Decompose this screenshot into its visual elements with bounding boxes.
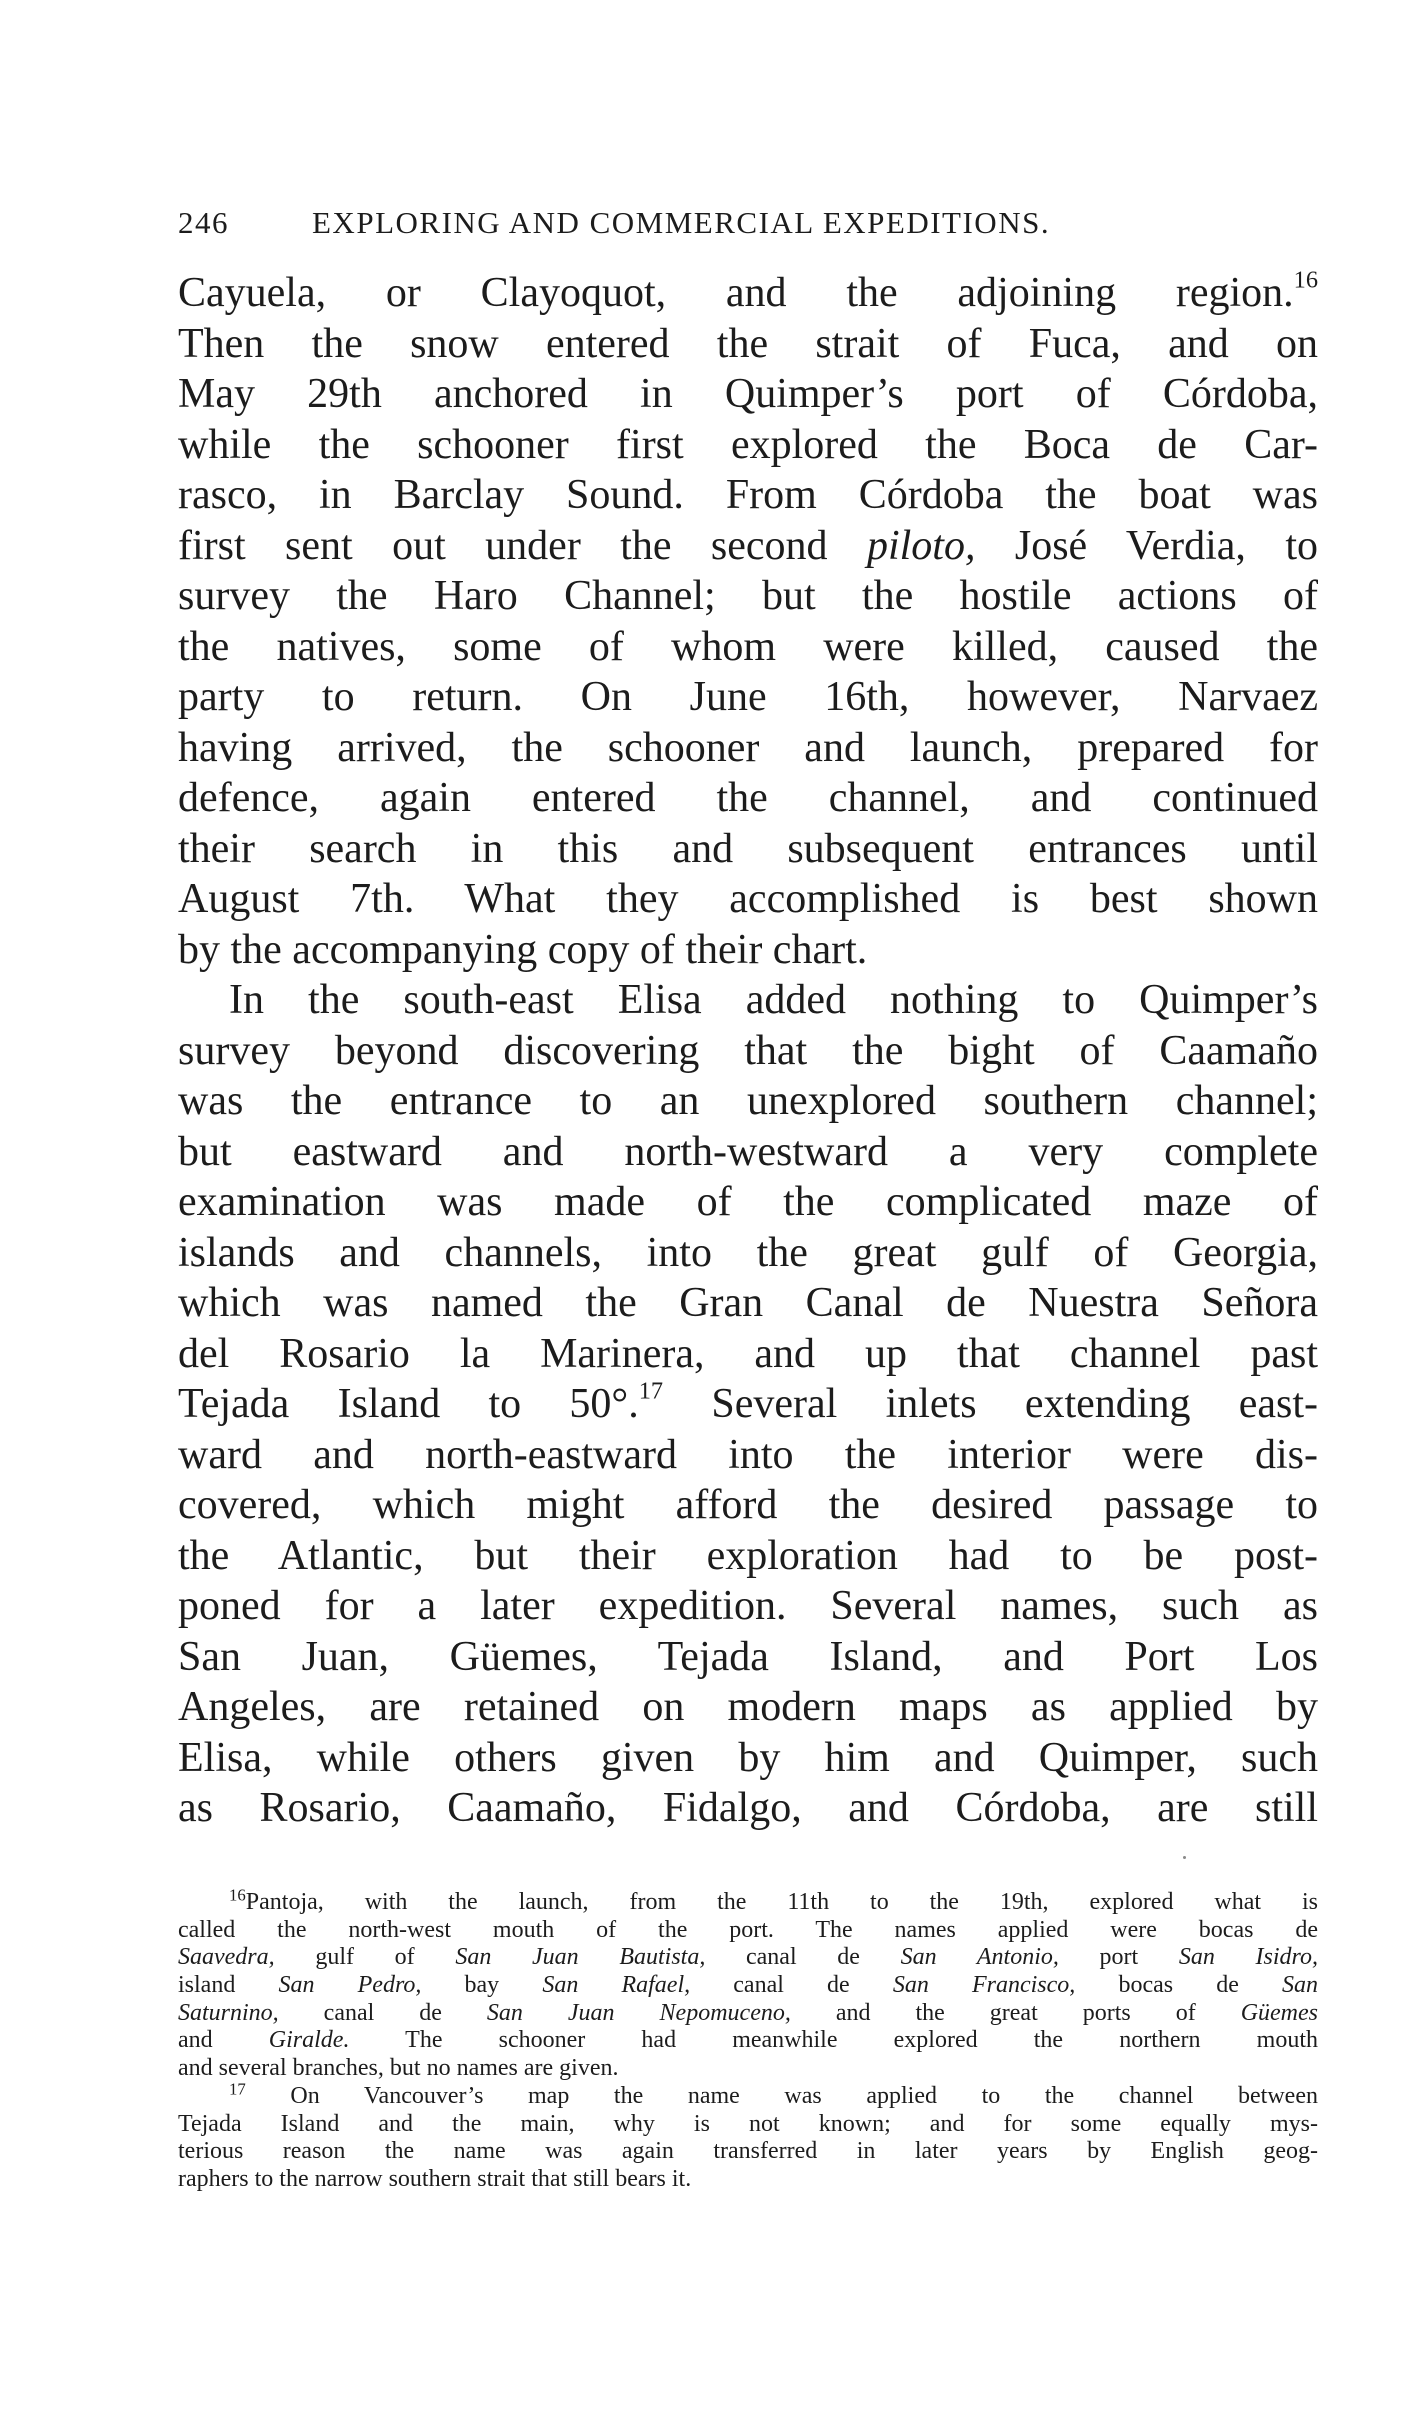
body-line [178,925,1318,976]
footnote-line [178,2079,1318,2111]
line-text: islands and channels, into the great gulf of Georgia, [178,1229,1318,1276]
body-line [178,369,1318,420]
footnote-text: On Vancouver’s map the name was applied to the channel between [245,2082,1318,2109]
line-text: the natives, some of whom were killed, caused the [178,623,1318,670]
line-text: poned for a later expedition. Several names, such as [178,1583,1318,1629]
body-text [178,268,1318,1834]
body-line [178,1076,1318,1127]
line-text: José Verdia, to [975,522,1319,569]
footnote-text: raphers to the narrow southern strait that still bears it. [178,2165,692,2192]
body-line [178,1329,1318,1380]
line-text: del Rosario la Marinera, and up that channel past [178,1330,1318,1377]
footnote-line [178,2000,1318,2028]
line-text: Then the snow entered the strait of Fuca, and on [178,320,1318,367]
running-head [178,203,1318,243]
body-line [178,672,1318,723]
footnote-text: bocas de [1075,1972,1283,1999]
footnote-ref: 17 [638,1377,664,1405]
footnote-line [178,1917,1318,1945]
body-line [178,1531,1318,1582]
body-line [178,319,1318,370]
line-text: as Rosario, Caamaño, Fidalgo, and Córdoba, are still [178,1785,1318,1831]
footnote-italic: Saavedra, [178,1944,275,1971]
footnote-line [178,1944,1318,1972]
line-text: the Atlantic, but their exploration had to be post- [178,1532,1318,1579]
line-text: Angeles, are retained on modern maps as applied by [178,1684,1318,1730]
footnote-text: canal de [278,1999,487,2026]
footnote-number: 16 [229,1885,246,1905]
footnote-italic: San [1282,1972,1319,1999]
body-line [178,723,1318,774]
footnote-text: terious reason the name was again transferred in later years by English geog- [178,2138,1318,2165]
footnote-text: canal de [705,1944,901,1971]
body-line [178,1632,1318,1683]
line-text: but eastward and north-westward a very complete [178,1128,1318,1175]
line-text: San Juan, Güemes, Tejada Island, and Port Los [178,1633,1318,1680]
line-text: defence, again entered the channel, and continued [178,775,1318,821]
body-line [178,1581,1318,1632]
footnote-number: 17 [229,2079,246,2099]
body-line [178,420,1318,471]
body-line [178,1783,1318,1834]
line-text: Elisa, while others given by him and Quimper, such [178,1734,1318,1781]
page-number: 246 [178,205,229,240]
footnote-line [178,2055,1318,2083]
body-line [178,773,1318,824]
body-line [178,1682,1318,1733]
line-text: covered, which might afford the desired passage to [178,1482,1318,1528]
footnote-line [178,2138,1318,2166]
body-line [178,470,1318,521]
footnote-italic: Giralde. [268,2027,350,2054]
body-line [178,1278,1318,1329]
body-line [178,622,1318,673]
footnote-text: island [178,1972,279,1999]
body-line [178,268,1318,319]
line-text: Tejada Island to 50°. [178,1381,639,1427]
footnote-italic: San Antonio, [900,1944,1059,1971]
line-text: while the schooner first explored the Boca de Car- [178,421,1318,468]
line-text: examination was made of the complicated maze of [178,1179,1318,1225]
body-line [178,1379,1318,1430]
footnote-text: port [1058,1944,1179,1971]
italic-text: piloto, [866,522,976,569]
footnote-italic: San Pedro, [278,1972,422,1999]
footnotes [178,1885,1319,2194]
footnote-italic: San Juan Nepomuceno, [486,1999,791,2026]
footnote-italic: San Juan Bautista, [455,1944,706,1971]
footnote-italic: San Rafael, [542,1972,691,1999]
line-text: rasco, in Barclay Sound. From Córdoba the boat was [178,472,1318,518]
footnote-line [178,2166,1318,2194]
running-title: EXPLORING AND COMMERCIAL EXPEDITIONS. [312,205,1051,240]
footnote-text: and the great ports of [790,1999,1241,2026]
body-line [178,1228,1318,1279]
body-line [178,1430,1318,1481]
footnote-text: canal de [690,1972,893,1999]
body-line [178,1026,1318,1077]
line-text: which was named the Gran Canal de Nuestra Señora [178,1280,1318,1326]
footnote-ref: 16 [1293,266,1318,294]
footnote-text: and several branches, but no names are given. [178,2055,619,2082]
line-text: August 7th. What they accomplished is best shown [178,876,1318,922]
body-line [178,1127,1318,1178]
body-line [178,1480,1318,1531]
line-text: survey the Haro Channel; but the hostile actions of [178,573,1318,619]
line-text: ward and north-eastward into the interior were dis- [178,1431,1318,1478]
footnote-text: gulf of [274,1944,456,1971]
line-text: was the entrance to an unexplored southern channel; [178,1078,1318,1124]
body-line [178,521,1318,572]
footnote-line [178,2027,1318,2055]
line-text: by the accompanying copy of their chart. [178,926,868,973]
body-line [178,975,1318,1026]
body-line [178,1177,1318,1228]
footnote-line [178,1885,1318,1917]
line-text: party to return. On June 16th, however, Narvaez [178,674,1318,720]
footnote-italic: San Francisco, [892,1972,1076,1999]
footnote-text: The schooner had meanwhile explored the northern mouth [349,2027,1318,2054]
line-text: May 29th anchored in Quimper’s port of Córdoba, [178,371,1318,417]
body-line [178,571,1318,622]
line-text: In the south-east Elisa added nothing to Quimper’s [229,977,1318,1023]
footnote-text: called the north-west mouth of the port. The names applied were bocas de [178,1916,1318,1943]
body-line [178,824,1318,875]
footnote-text: bay [421,1972,543,1999]
footnote-text: Tejada Island and the main, why is not known; and for some equally mys- [178,2110,1318,2137]
line-text: first sent out under the second [178,522,867,569]
line-text: Cayuela, or Clayoquot, and the adjoining region. [178,270,1294,316]
footnote-line [178,2111,1318,2139]
divider-dot [1183,1856,1186,1859]
line-text: their search in this and subsequent entrances until [178,825,1318,872]
line-text: Several inlets extending east- [663,1381,1318,1427]
footnote-line [178,1972,1318,2000]
footnote-text: Pantoja, with the launch, from the 11th to the 19th, explored what is [245,1889,1318,1915]
footnote-italic: Saturnino, [178,1999,279,2026]
line-text: having arrived, the schooner and launch, prepared for [178,724,1318,771]
body-line [178,874,1318,925]
line-text: survey beyond discovering that the bight of Caamaño [178,1027,1318,1074]
footnote-italic: Güemes [1240,1999,1318,2026]
footnote-text: and [178,2027,269,2054]
body-line [178,1733,1318,1784]
footnote-italic: San Isidro, [1178,1944,1318,1971]
